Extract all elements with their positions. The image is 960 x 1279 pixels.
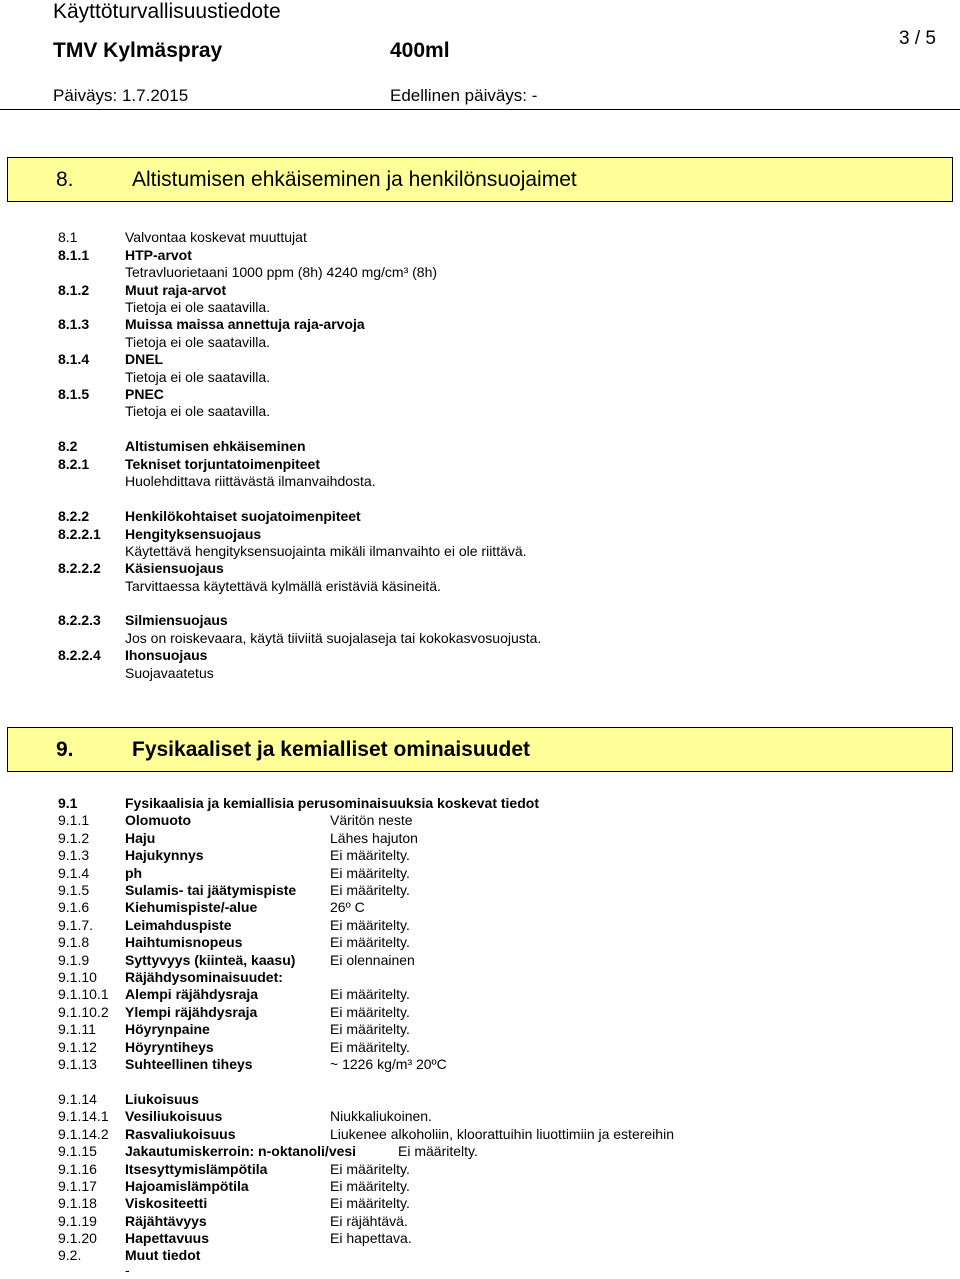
property-value: Ei räjähtävä. [330,1213,408,1229]
property-label: Kiehumispiste/-alue [125,899,258,915]
item-number: 8.1 [58,229,78,245]
property-number: 9.2. [58,1247,82,1263]
document-title: Käyttöturvallisuustiedote [53,0,281,23]
property-number: 9.1.10.2 [58,1004,109,1020]
property-value: Ei määritelty. [330,1004,410,1020]
item-number: 8.2.2.4 [58,647,101,663]
property-number: 9.1.12 [58,1039,97,1055]
property-value: Ei määritelty. [330,1195,410,1211]
property-value: Väritön neste [330,812,413,828]
item-label: Käsiensuojaus [125,560,224,576]
page-number: 3 / 5 [899,28,936,49]
item-text: Huolehdittava riittävästä ilmanvaihdosta. [125,473,376,489]
property-number: 9.1.13 [58,1056,97,1072]
item-number: 8.2 [58,438,78,454]
item-label: PNEC [125,386,164,402]
property-label: Haihtumisnopeus [125,934,243,950]
property-number: 9.1.10 [58,969,97,985]
property-value: Niukkaliukoinen. [330,1108,432,1124]
section-9-number: 9. [56,738,74,761]
property-number: 9.1.14.1 [58,1108,109,1124]
property-value: Ei määritelty. [330,882,410,898]
property-label: Höyrynpaine [125,1021,210,1037]
property-label: Jakautumiskerroin: n-oktanoli/vesi [125,1143,357,1159]
property-value: Ei määritelty. [330,1161,410,1177]
property-number: 9.1.14.2 [58,1126,109,1142]
property-number: 9.1.16 [58,1161,97,1177]
property-number: 9.1.5 [58,882,90,898]
property-number: 9.1.15 [58,1143,97,1159]
property-number: 9.1 [58,795,78,811]
item-label: Muut raja-arvot [125,282,227,298]
property-label: Ylempi räjähdysraja [125,1004,258,1020]
property-label: Muut tiedot [125,1247,201,1263]
property-label: Leimahduspiste [125,917,232,933]
item-label: Ihonsuojaus [125,647,208,663]
item-number: 8.2.2.1 [58,526,101,542]
property-value: Ei määritelty. [330,865,410,881]
property-label: Liukoisuus [125,1091,199,1107]
product-size: 400ml [390,39,450,62]
item-number: 8.1.3 [58,316,90,332]
property-value: 26º C [330,899,365,915]
property-label: Vesiliukoisuus [125,1108,223,1124]
property-label: Alempi räjähdysraja [125,986,259,1002]
item-text: Tetravluorietaani 1000 ppm (8h) 4240 mg/cm³ (8h) [125,264,438,280]
property-label: Olomuoto [125,812,192,828]
property-label: Hapettavuus [125,1230,210,1246]
property-value: Liukenee alkoholiin, kloorattuihin liuottimiin ja estereihin [330,1126,674,1142]
item-number: 8.2.2.3 [58,612,101,628]
item-number: 8.1.5 [58,386,90,402]
property-number: 9.1.20 [58,1230,97,1246]
property-value: Ei määritelty. [330,917,410,933]
property-value: ~ 1226 kg/m³ 20ºC [330,1056,447,1072]
property-number: 9.1.7. [58,917,94,933]
property-value: Ei määritelty. [398,1143,478,1159]
property-value: Lähes hajuton [330,830,418,846]
property-label: Höyryntiheys [125,1039,214,1055]
property-number: 9.1.9 [58,952,90,968]
property-label: Rasvaliukoisuus [125,1126,236,1142]
property-label: Suhteellinen tiheys [125,1056,253,1072]
item-text: Käytettävä hengityksensuojainta mikäli ilmanvaihto ei ole riittävä. [125,543,527,559]
property-value: Ei määritelty. [330,986,410,1002]
property-value: Ei määritelty. [330,1039,410,1055]
property-number: 9.1.2 [58,830,90,846]
item-number: 8.1.1 [58,247,90,263]
property-label: Hajoamislämpötila [125,1178,249,1194]
property-label: Räjähdysominaisuudet: [125,969,283,985]
property-number: 9.1.10.1 [58,986,109,1002]
document-date: Päiväys: 1.7.2015 [53,86,189,105]
property-label: Sulamis- tai jäätymispiste [125,882,297,898]
property-number: 9.1.8 [58,934,90,950]
property-label: Fysikaalisia ja kemiallisia perusominaisuuksia koskevat tiedot [125,795,539,811]
property-number: 9.1.11 [58,1021,96,1037]
property-label: Haju [125,830,156,846]
item-text: Suojavaatetus [125,665,214,681]
property-label: Viskositeetti [125,1195,208,1211]
property-value: Ei määritelty. [330,847,410,863]
property-label: Itsesyttymislämpötila [125,1161,268,1177]
property-text: - [125,1262,130,1278]
section-9-title: Fysikaaliset ja kemialliset ominaisuudet [132,738,531,761]
product-name: TMV Kylmäspray [53,39,223,62]
property-value: Ei olennainen [330,952,415,968]
property-value: Ei hapettava. [330,1230,412,1246]
property-number: 9.1.3 [58,847,90,863]
property-label: Räjähtävyys [125,1213,207,1229]
item-label: Valvontaa koskevat muuttujat [125,229,307,245]
property-value: Ei määritelty. [330,934,410,950]
property-number: 9.1.14 [58,1091,97,1107]
item-label: Henkilökohtaiset suojatoimenpiteet [125,508,361,524]
item-label: Silmiensuojaus [125,612,228,628]
item-text: Tietoja ei ole saatavilla. [125,299,271,315]
section-8-title: Altistumisen ehkäiseminen ja henkilönsuojaimet [132,168,577,191]
property-number: 9.1.4 [58,865,90,881]
item-label: DNEL [125,351,164,367]
item-label: HTP-arvot [125,247,192,263]
property-number: 9.1.1 [58,812,90,828]
property-label: ph [125,865,143,881]
item-label: Tekniset torjuntatoimenpiteet [125,456,320,472]
section-8-number: 8. [56,168,74,191]
property-number: 9.1.17 [58,1178,97,1194]
item-number: 8.1.4 [58,351,90,367]
property-number: 9.1.6 [58,899,90,915]
item-number: 8.2.2.2 [58,560,101,576]
property-label: Hajukynnys [125,847,204,863]
property-label: Syttyvyys (kiinteä, kaasu) [125,952,296,968]
item-label: Altistumisen ehkäiseminen [125,438,306,454]
property-number: 9.1.19 [58,1213,97,1229]
item-number: 8.1.2 [58,282,90,298]
item-number: 8.2.1 [58,456,90,472]
item-number: 8.2.2 [58,508,90,524]
item-text: Jos on roiskevaara, käytä tiiviitä suojalaseja tai kokokasvosuojusta. [125,630,542,646]
property-value: Ei määritelty. [330,1021,410,1037]
property-value: Ei määritelty. [330,1178,410,1194]
property-number: 9.1.18 [58,1195,97,1211]
item-text: Tietoja ei ole saatavilla. [125,334,271,350]
item-text: Tarvittaessa käytettävä kylmällä eristäviä käsineitä. [125,578,441,594]
item-text: Tietoja ei ole saatavilla. [125,369,271,385]
item-label: Hengityksensuojaus [125,526,262,542]
item-text: Tietoja ei ole saatavilla. [125,403,271,419]
item-label: Muissa maissa annettuja raja-arvoja [125,316,365,332]
previous-date: Edellinen päiväys: - [390,86,538,105]
